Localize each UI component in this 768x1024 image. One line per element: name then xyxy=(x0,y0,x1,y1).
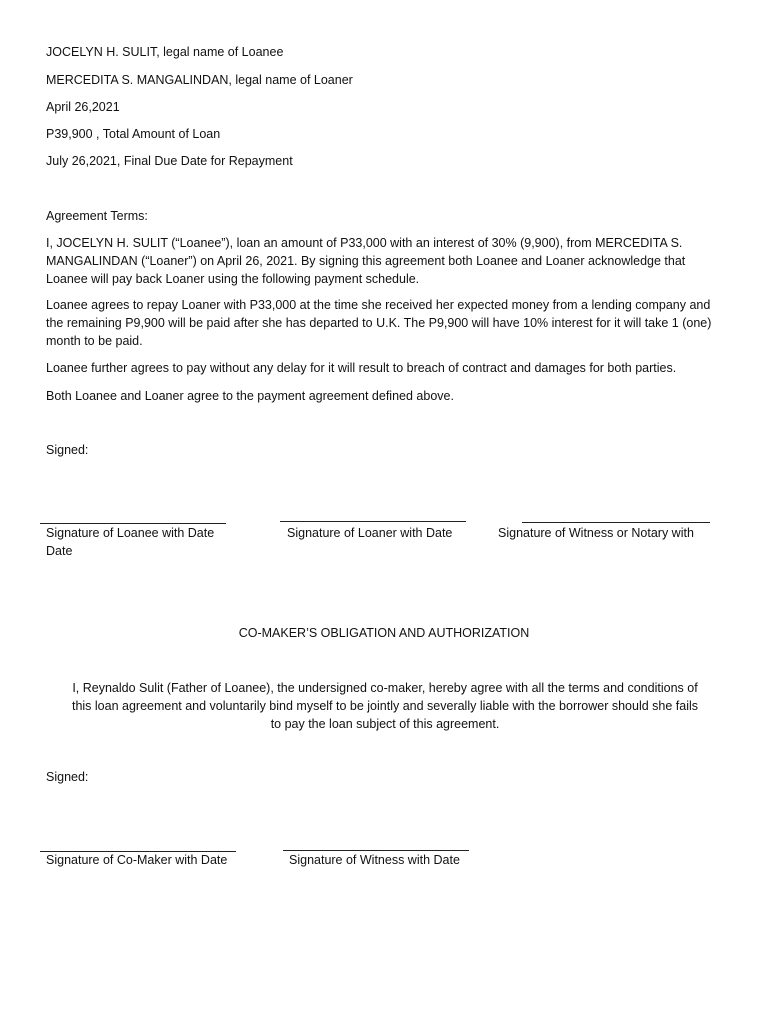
comaker-signature-label: Signature of Co-Maker with Date xyxy=(46,853,228,867)
loaner-signature-label: Signature of Loaner with Date xyxy=(287,526,453,540)
comaker-body-line-2: this loan agreement and voluntarily bind myself to be jointly and severally liable with the borrower should she fails xyxy=(71,699,699,713)
loaner-signature-line xyxy=(280,521,466,522)
comaker-body-line-1: I, Reynaldo Sulit (Father of Loanee), the undersigned co-maker, hereby agree with all the terms and conditions of xyxy=(72,681,698,695)
terms-paragraph-2: Loanee agrees to repay Loaner with P33,000 at the time she received her expected money from a lending company and the remaining P9,900 will be paid after she has departed to U.K. The P9,900 will have 10% interest for it will take 1 (one) month to be paid. xyxy=(46,298,712,348)
agreement-terms-heading: Agreement Terms: xyxy=(46,209,148,223)
comaker-body-line-3: to pay the loan subject of this agreement. xyxy=(270,717,500,731)
loan-amount-line: P39,900 , Total Amount of Loan xyxy=(46,127,221,141)
due-date-line: July 26,2021, Final Due Date for Repayment xyxy=(46,154,293,168)
loaner-name-line: MERCEDITA S. MANGALINDAN, legal name of Loaner xyxy=(46,73,353,87)
loanee-name-line: JOCELYN H. SULIT, legal name of Loanee xyxy=(46,45,284,59)
terms-paragraph-1: I, JOCELYN H. SULIT (“Loanee”), loan an amount of P33,000 with an interest of 30% (9,900), from MERCEDITA S. MANGALINDAN (“Loaner”) on April 26, 2021. By signing this agreement both Loanee and Loaner acknowledge that Loanee will pay back Loaner using the following payment schedule. xyxy=(46,236,686,286)
terms-paragraph-3: Loanee further agrees to pay without any delay for it will result to breach of contract and damages for both parties. xyxy=(46,361,677,375)
witness-signature-line xyxy=(522,522,710,523)
comaker-section-title: CO-MAKER’S OBLIGATION AND AUTHORIZATION xyxy=(238,626,530,640)
terms-paragraph-4: Both Loanee and Loaner agree to the payment agreement defined above. xyxy=(46,389,454,403)
comaker-signed-label: Signed: xyxy=(46,770,89,784)
loanee-signature-label-cont: Date xyxy=(46,544,73,558)
loanee-signature-label: Signature of Loanee with Date xyxy=(46,526,215,540)
comaker-witness-signature-label: Signature of Witness with Date xyxy=(289,853,460,867)
signed-label: Signed: xyxy=(46,443,89,457)
witness-notary-signature-label: Signature of Witness or Notary with xyxy=(498,526,694,540)
loan-date-line: April 26,2021 xyxy=(46,100,120,114)
